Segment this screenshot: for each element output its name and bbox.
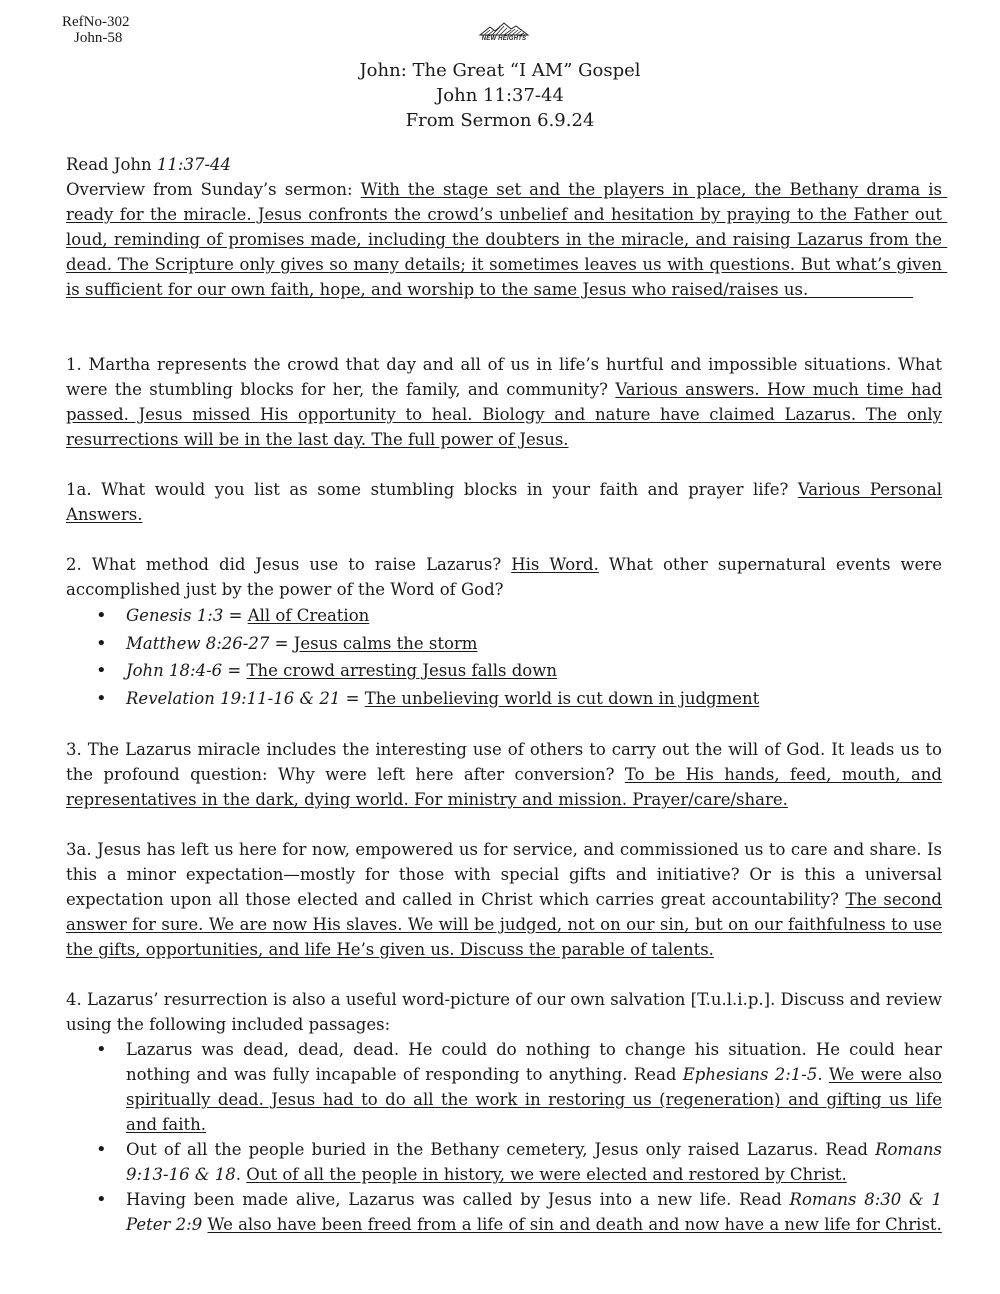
overview-label: Overview from Sunday’s sermon:	[66, 180, 361, 199]
list-item	[66, 602, 942, 630]
scripture-ref: Revelation 19:11-16 & 21	[126, 688, 341, 708]
read-instruction	[66, 152, 942, 177]
question-4	[66, 987, 942, 1037]
question-3-text: 3. The Lazarus miracle includes the interesting use of others to carry out the will of God. It leads us to the profound question: Why were left here after conversion?	[66, 740, 942, 784]
title-line-3: From Sermon 6.9.24	[405, 110, 595, 131]
question-3-answer: To be His hands, feed, mouth, and representatives in the dark, dying world. For ministry and mission. Prayer/care/share.	[66, 765, 942, 809]
separator: =	[340, 688, 365, 708]
list-answer: Jesus calms the storm	[293, 633, 478, 653]
question-1a-answer: Various Personal Answers.	[66, 480, 942, 524]
question-2	[66, 552, 942, 602]
separator: =	[222, 661, 247, 680]
document-title	[0, 58, 1000, 133]
separator: =	[269, 633, 294, 653]
list-item	[66, 1137, 942, 1187]
title-line-2: John 11:37-44	[436, 85, 564, 106]
separator: .	[817, 1065, 829, 1084]
scripture-ref: Matthew 8:26-27	[126, 633, 270, 653]
ref-code: John-58	[74, 30, 123, 46]
separator: =	[223, 606, 248, 625]
read-prefix: Read John	[66, 155, 157, 174]
question-1-text: 1. Martha represents the crowd that day and all of us in life’s hurtful and impossible situations. What were the stumbling blocks for her, the family, and community?	[66, 355, 942, 399]
separator: .	[235, 1165, 247, 1184]
overview	[66, 177, 948, 302]
reference-number	[62, 14, 130, 46]
scripture-ref: Romans 8:30 & 1 Peter 2:9	[126, 1190, 942, 1234]
scripture-ref: John 18:4-6	[126, 661, 223, 680]
question-2-text-a: 2. What method did Jesus use to raise Lazarus?	[66, 555, 512, 574]
study-content	[66, 152, 948, 1237]
logo-text: NEW HEIGHTS	[481, 36, 527, 42]
overview-text: With the stage set and the players in place, the Bethany drama is ready for the miracle. Jesus confronts the crowd’s unbelief and hesitation by praying to the Father out loud, reminding of promises made, including the doubters in the miracle, and raising Lazarus from the dead. The Scripture only gives so many details; it sometimes leaves us with questions. But what’s given is sufficient for our own faith, hope, and worship to the same Jesus who raised/raises us.	[66, 180, 948, 299]
question-3a-answer: The second answer for sure. We are now His slaves. We will be judged, not on our sin, but on our faithfulness to use the gifts, opportunities, and life He’s given us. Discuss the parable of talents.	[66, 890, 942, 959]
question-1a-text: 1a. What would you list as some stumbling blocks in your faith and prayer life?	[66, 480, 798, 499]
list-text: Lazarus was dead, dead, dead. He could do nothing to change his situation. He could hear nothing and was fully incapable of responding to anything. Read	[126, 1040, 942, 1084]
list-item	[66, 1187, 942, 1237]
question-2-text-b: What other supernatural events were accomplished just by the power of the Word of God?	[66, 555, 942, 599]
question-3a	[66, 837, 942, 962]
scripture-ref: Genesis 1:3	[126, 606, 224, 625]
question-4-text: 4. Lazarus’ resurrection is also a useful word-picture of our own salvation [T.u.l.i.p.]. Discuss and review using the following included passages:	[66, 990, 942, 1034]
mountain-logo-icon	[478, 22, 530, 36]
list-text: Out of all the people buried in the Bethany cemetery, Jesus only raised Lazarus. Read	[126, 1140, 876, 1159]
list-answer: Out of all the people in history, we were elected and restored by Christ.	[246, 1165, 847, 1184]
ref-no: RefNo-302	[62, 14, 130, 30]
list-text: Having been made alive, Lazarus was called by Jesus into a new life. Read	[126, 1190, 790, 1209]
list-answer: We also have been freed from a life of sin and death and now have a new life for Christ.	[207, 1215, 942, 1234]
question-3	[66, 737, 942, 812]
list-answer: The unbelieving world is cut down in judgment	[364, 688, 760, 708]
scripture-ref: Ephesians 2:1-5	[682, 1065, 818, 1084]
question-1	[66, 352, 942, 452]
list-item	[66, 630, 942, 658]
list-answer: All of Creation	[247, 606, 370, 625]
list-answer: We were also spiritually dead. Jesus had to do all the work in restoring us (regeneration) and gifting us life and faith.	[126, 1065, 942, 1134]
list-item	[66, 657, 942, 685]
question-4-list	[66, 1037, 942, 1237]
list-item	[66, 1037, 942, 1137]
read-reference: 11:37-44	[156, 155, 232, 174]
question-3a-text: 3a. Jesus has left us here for now, empowered us for service, and commissioned us to care and share. Is this a minor expectation—mostly for those with special gifts and initiative? Or is this a universal expectation upon all those elected and called in Christ which carries great accountability?	[66, 840, 942, 909]
title-line-1: John: The Great “I AM” Gospel	[359, 60, 641, 81]
church-logo	[474, 22, 534, 52]
question-1a	[66, 477, 942, 527]
scripture-ref: Romans 9:13-16 & 18	[126, 1140, 942, 1184]
question-2-answer: His Word.	[511, 555, 599, 574]
question-1-answer: Various answers. How much time had passed. Jesus missed His opportunity to heal. Biology and nature have claimed Lazarus. The only resurrections will be in the last day. The full power of Jesus.	[66, 380, 943, 449]
question-2-list	[66, 602, 942, 712]
list-item	[66, 685, 942, 713]
list-answer: The crowd arresting Jesus falls down	[246, 661, 557, 680]
